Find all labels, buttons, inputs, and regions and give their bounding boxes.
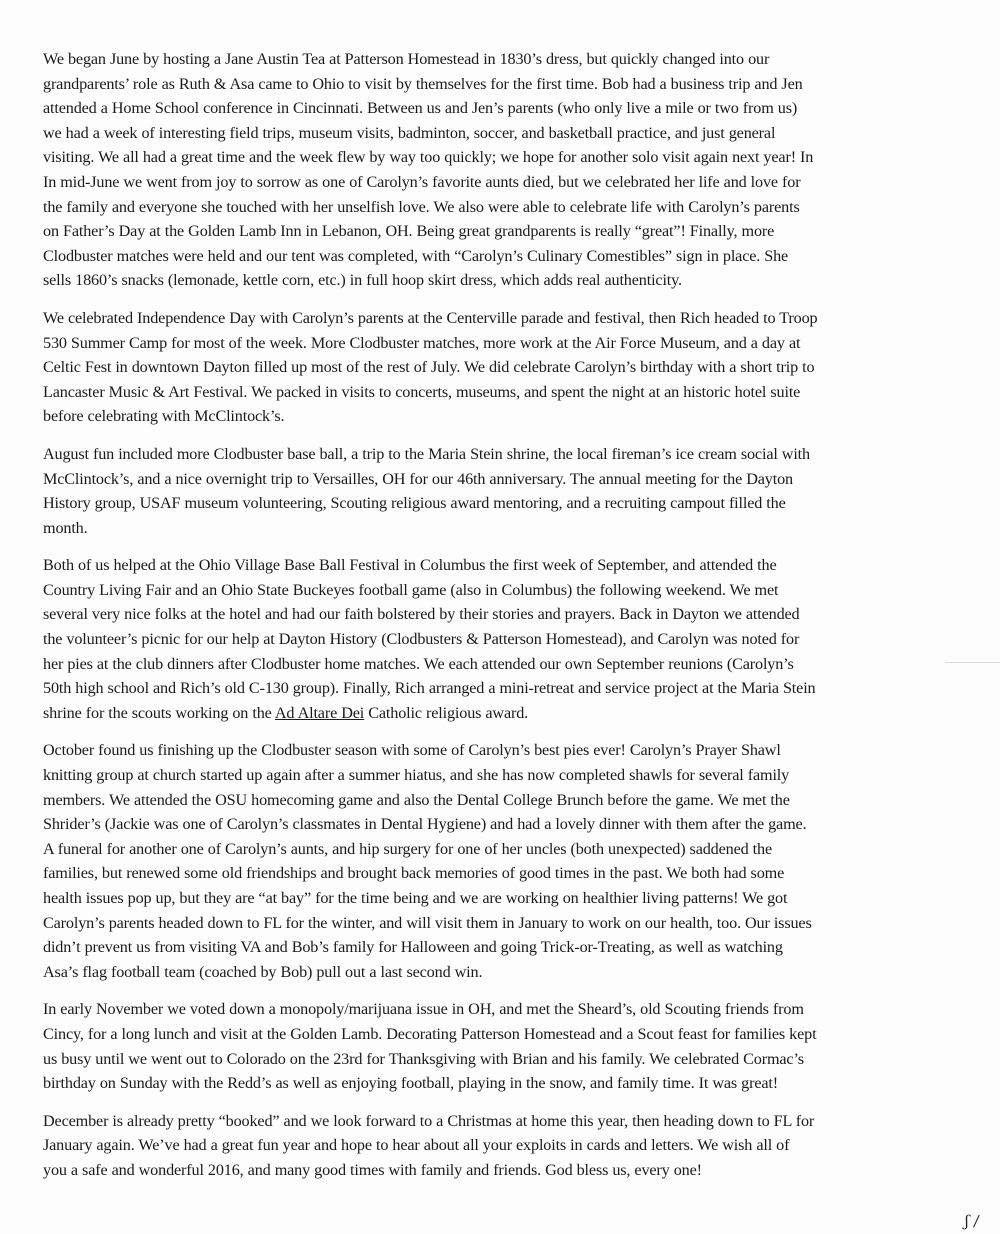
paragraph-december <box>43 1109 983 1183</box>
paragraph-october <box>43 738 983 984</box>
text-line: In mid-June we went from joy to sorrow as one of Carolyn’s favorite aunts died, but we celebrated her life and love for <box>43 172 801 191</box>
text-line: History group, USAF museum volunteering, Scouting religious award mentoring, and a recruiting campout filled the <box>43 494 786 513</box>
text-line: didn’t prevent us from visiting VA and Bob’s family for Halloween and going Trick-or-Treating, as well as watching <box>43 938 783 957</box>
text-line: Cincy, for a long lunch and visit at the Golden Lamb. Decorating Patterson Homestead and a Scout feast for families kept <box>43 1024 817 1043</box>
letter-body <box>43 47 983 1183</box>
text-line: health issues pop up, but they are “at bay” for the time being and we are working on healthier living patterns! We got <box>43 889 788 907</box>
text-line: several very nice folks at the hotel and had our faith bolstered by their stories and prayers. Back in Dayton we attended <box>43 605 800 624</box>
paragraph-november <box>43 997 983 1095</box>
text-line: A funeral for another one of Carolyn’s aunts, and hip surgery for one of her uncles (both unexpected) saddened the <box>43 839 772 858</box>
text-line: We celebrated Independence Day with Carolyn’s parents at the Centerville parade and festival, then Rich headed to Troop <box>43 308 818 327</box>
text-line: month. <box>43 518 88 537</box>
text-line: birthday on Sunday with the Redd’s as well as enjoying football, playing in the snow, and family time. It was great! <box>43 1074 778 1093</box>
text-line: the family and everyone she touched with her unselfish love. We also were able to celebrate life with Carolyn’s parents <box>43 197 800 216</box>
text-line: members. We attended the OSU homecoming game and also the Dental College Brunch before the game. We met the <box>43 790 790 809</box>
text-line: Celtic Fest in downtown Dayton filled up most of the rest of July. We did celebrate Carolyn’s birthday with a short trip to <box>43 358 815 377</box>
text-line: attended a Home School conference in Cincinnati. Between us and Jen’s parents (who only live a mile or two from us) <box>43 99 798 118</box>
text-line: Country Living Fair and an Ohio State Buckeyes football game (also in Columbus) the following weekend. We met <box>43 580 779 599</box>
handwritten-mark: ʃ / <box>963 1212 981 1230</box>
text-line: 50th high school and Rich’s old C-130 group). Finally, Rich arranged a mini-retreat and service project at the Maria Stein <box>43 679 816 698</box>
text-line: January again. We’ve had a great fun year and hope to hear about all your exploits in cards and letters. We wish all of <box>43 1136 790 1155</box>
text-segment: shrine for the scouts working on the <box>43 703 275 722</box>
text-line: We began June by hosting a Jane Austin Tea at Patterson Homestead in 1830’s dress, but quickly changed into our <box>43 50 770 68</box>
text-line: us busy until we went out to Colorado on the 23rd for Thanksgiving with Brian and his family. We celebrated Cormac’s <box>43 1049 804 1068</box>
text-line: grandparents’ role as Ruth & Asa came to Ohio to visit by themselves for the first time. Bob had a business trip and Jen <box>43 74 803 93</box>
text-line: December is already pretty “booked” and we look forward to a Christmas at home this year, then heading down to FL for <box>43 1111 815 1130</box>
text-line: Carolyn’s parents headed down to FL for the winter, and will visit them in January to work on our health, too. Our issues <box>43 913 812 932</box>
text-line: Clodbuster matches were held and our tent was completed, with “Carolyn’s Culinary Comestibles” sign in place. She <box>43 246 789 265</box>
text-line: McClintock’s, and a nice overnight trip to Versailles, OH for our 46th anniversary. The annual meeting for the Dayton <box>43 469 793 488</box>
text-line: Shrider’s (Jackie was one of Carolyn’s classmates in Dental Hygiene) and had a lovely dinner with them after the game. <box>43 815 807 834</box>
text-line: on Father’s Day at the Golden Lamb Inn in Lebanon, OH. Being great grandparents is really “great”! Finally, more <box>43 222 775 241</box>
text-line: October found us finishing up the Clodbuster season with some of Carolyn’s best pies ever! Carolyn’s Prayer Shawl <box>43 741 781 760</box>
text-line: we had a week of interesting field trips, museum visits, badminton, soccer, and basketball practice, and just general <box>43 123 776 142</box>
text-line: the volunteer’s picnic for our help at Dayton History (Clodbusters & Patterson Homestead), and Carolyn was noted for <box>43 630 800 649</box>
paragraph-september <box>43 553 983 725</box>
text-line: sells 1860’s snacks (lemonade, kettle corn, etc.) in full hoop skirt dress, which adds real authenticity. <box>43 271 682 290</box>
text-line: before celebrating with McClintock’s. <box>43 407 285 426</box>
text-line: August fun included more Clodbuster base ball, a trip to the Maria Stein shrine, the local fireman’s ice cream social with <box>43 444 810 463</box>
text-line: Lancaster Music & Art Festival. We packed in visits to concerts, museums, and spent the night at an historic hotel suite <box>43 382 801 401</box>
text-line: Asa’s flag football team (coached by Bob) pull out a last second win. <box>43 962 483 981</box>
award-name-underlined: Ad Altare Dei <box>274 703 365 722</box>
text-line <box>43 701 983 726</box>
text-line: families, but renewed some old friendships and brought back memories of good times in the past. We both had some <box>43 864 785 883</box>
text-line: 530 Summer Camp for most of the week. More Clodbuster matches, more work at the Air Force Museum, and a day at <box>43 333 801 352</box>
text-line: visiting. We all had a great time and the week flew by way too quickly; we hope for another solo visit again next year! In <box>43 148 814 167</box>
text-line: Both of us helped at the Ohio Village Base Ball Festival in Columbus the first week of September, and attended the <box>43 556 777 575</box>
paragraph-june <box>43 47 983 293</box>
text-line: her pies at the club dinners after Clodbuster home matches. We each attended our own September reunions (Carolyn’s <box>43 654 794 673</box>
text-segment: Catholic religious award. <box>364 703 529 722</box>
paragraph-july <box>43 306 983 429</box>
text-line: In early November we voted down a monopoly/marijuana issue in OH, and met the Sheard’s, old Scouting friends from <box>43 1000 804 1019</box>
text-line: knitting group at church started up again after a summer hiatus, and she has now completed shawls for several family <box>43 766 790 785</box>
text-line: you a safe and wonderful 2016, and many good times with family and friends. God bless us, every one! <box>43 1160 702 1179</box>
paragraph-august <box>43 442 983 540</box>
